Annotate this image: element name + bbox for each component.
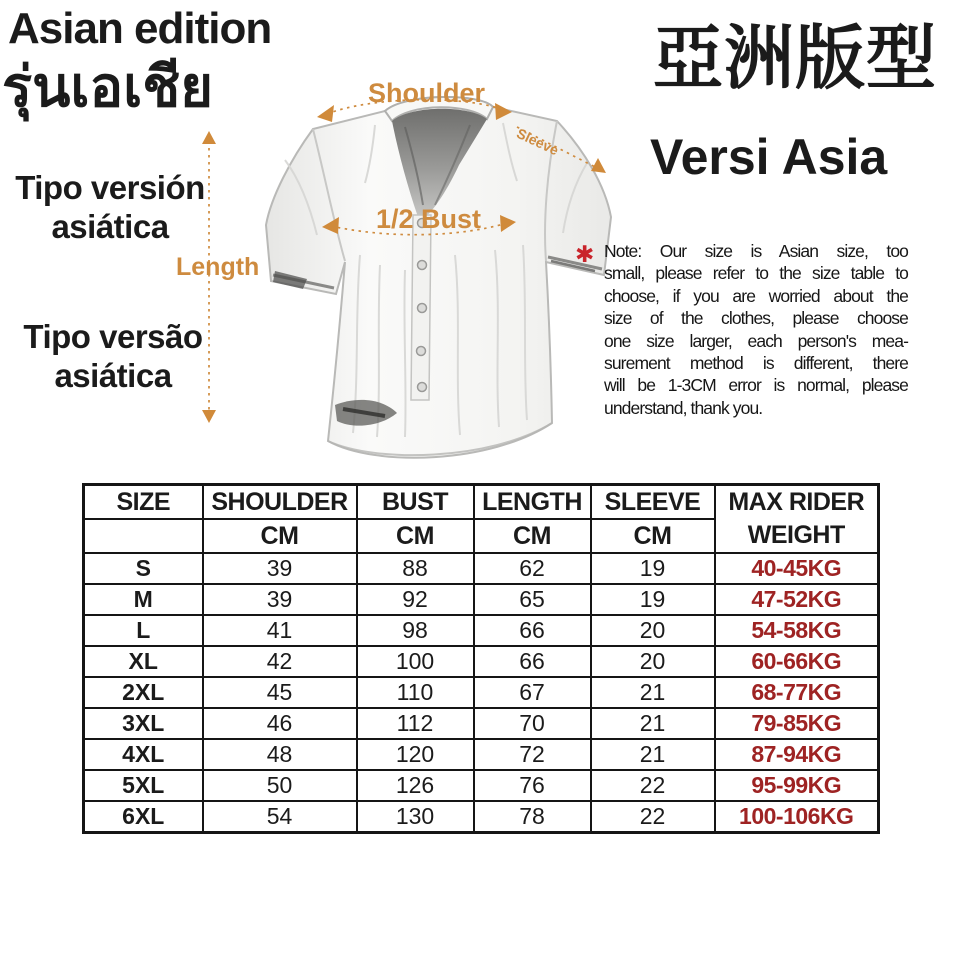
size-table-row	[84, 801, 879, 833]
size-table-row	[84, 708, 879, 739]
note-line: surement method is different, there	[604, 353, 908, 374]
cell-length: 66	[474, 615, 591, 646]
cell-length: 65	[474, 584, 591, 615]
cell-size: XL	[84, 646, 203, 677]
cell-bust: 92	[357, 584, 474, 615]
cell-shoulder: 39	[203, 553, 357, 584]
size-table-body	[84, 553, 879, 833]
column-header-bust: BUST	[357, 485, 474, 520]
note-line: choose, if you are worried about the	[604, 285, 908, 306]
size-table-row	[84, 646, 879, 677]
cell-bust: 130	[357, 801, 474, 833]
size-note	[604, 240, 908, 419]
size-table-header	[84, 485, 879, 554]
cell-shoulder: 46	[203, 708, 357, 739]
title-english: Asian edition	[8, 4, 272, 53]
cell-size: 5XL	[84, 770, 203, 801]
cell-shoulder: 39	[203, 584, 357, 615]
cell-size: S	[84, 553, 203, 584]
cell-size: 3XL	[84, 708, 203, 739]
cell-shoulder: 54	[203, 801, 357, 833]
size-table-row	[84, 739, 879, 770]
cell-shoulder: 41	[203, 615, 357, 646]
cell-weight: 100-106KG	[715, 801, 879, 833]
cell-size: 6XL	[84, 801, 203, 833]
sleeve-measure-label: Sleeve	[514, 125, 562, 159]
cell-size: 4XL	[84, 739, 203, 770]
column-subheader-length-cm: CM	[474, 519, 591, 553]
title-portuguese-line1: Tipo versão	[23, 318, 203, 355]
column-subheader-sleeve-cm: CM	[591, 519, 715, 553]
size-table-row	[84, 553, 879, 584]
cell-sleeve: 21	[591, 739, 715, 770]
cell-shoulder: 45	[203, 677, 357, 708]
note-line: will be 1-3CM error is normal, please	[604, 375, 908, 396]
title-malay: Versi Asia	[650, 129, 888, 185]
cell-shoulder: 50	[203, 770, 357, 801]
column-header-size: SIZE	[84, 485, 203, 520]
cell-bust: 120	[357, 739, 474, 770]
note-line: one size larger, each person's mea-	[604, 330, 908, 351]
column-header-sleeve: SLEEVE	[591, 485, 715, 520]
title-thai: รุ่นเอเชีย	[2, 55, 214, 120]
size-table	[82, 483, 880, 834]
cell-sleeve: 19	[591, 553, 715, 584]
cell-bust: 88	[357, 553, 474, 584]
cell-length: 66	[474, 646, 591, 677]
cell-length: 72	[474, 739, 591, 770]
cell-length: 70	[474, 708, 591, 739]
cell-weight: 87-94KG	[715, 739, 879, 770]
column-subheader-size	[84, 519, 203, 553]
cell-bust: 126	[357, 770, 474, 801]
title-spanish-line2: asiática	[51, 208, 169, 245]
cell-sleeve: 21	[591, 708, 715, 739]
cell-bust: 98	[357, 615, 474, 646]
cell-sleeve: 19	[591, 584, 715, 615]
cell-shoulder: 42	[203, 646, 357, 677]
cell-weight: 68-77KG	[715, 677, 879, 708]
title-spanish	[0, 168, 220, 246]
cell-weight: 47-52KG	[715, 584, 879, 615]
length-measure-label: Length	[176, 253, 260, 281]
cell-sleeve: 22	[591, 770, 715, 801]
column-subheader-shoulder-cm: CM	[203, 519, 357, 553]
cell-sleeve: 20	[591, 646, 715, 677]
cell-weight: 54-58KG	[715, 615, 879, 646]
cell-bust: 110	[357, 677, 474, 708]
cell-weight: 40-45KG	[715, 553, 879, 584]
note-line: size of the clothes, please choose	[604, 308, 908, 329]
shoulder-measure-label: Shoulder	[368, 78, 486, 108]
size-table-row	[84, 770, 879, 801]
note-line: understand, thank you.	[604, 397, 763, 418]
cell-length: 78	[474, 801, 591, 833]
title-chinese: 亞洲版型	[653, 17, 937, 99]
note-line: small, please refer to the size table to	[604, 263, 908, 284]
column-header-shoulder: SHOULDER	[203, 485, 357, 520]
cell-size: L	[84, 615, 203, 646]
size-table-row	[84, 677, 879, 708]
cell-sleeve: 20	[591, 615, 715, 646]
cell-bust: 100	[357, 646, 474, 677]
cell-length: 76	[474, 770, 591, 801]
cell-size: M	[84, 584, 203, 615]
cell-weight: 79-85KG	[715, 708, 879, 739]
column-header-max-rider-weight: MAX RIDER WEIGHT	[715, 485, 879, 554]
cell-weight: 60-66KG	[715, 646, 879, 677]
column-subheader-bust-cm: CM	[357, 519, 474, 553]
column-header-length: LENGTH	[474, 485, 591, 520]
size-table-row	[84, 615, 879, 646]
note-line: Note: Our size is Asian size, too	[604, 241, 908, 261]
title-spanish-line1: Tipo versión	[15, 169, 205, 206]
cell-shoulder: 48	[203, 739, 357, 770]
cell-bust: 112	[357, 708, 474, 739]
note-asterisk-icon: ✱	[575, 242, 595, 268]
cell-sleeve: 21	[591, 677, 715, 708]
cell-sleeve: 22	[591, 801, 715, 833]
shirt-image	[255, 65, 625, 465]
title-portuguese	[0, 317, 226, 395]
size-table-row	[84, 584, 879, 615]
cell-size: 2XL	[84, 677, 203, 708]
cell-length: 62	[474, 553, 591, 584]
cell-length: 67	[474, 677, 591, 708]
title-portuguese-line2: asiática	[54, 357, 172, 394]
cell-weight: 95-99KG	[715, 770, 879, 801]
bust-measure-label: 1/2 Bust	[376, 204, 482, 234]
